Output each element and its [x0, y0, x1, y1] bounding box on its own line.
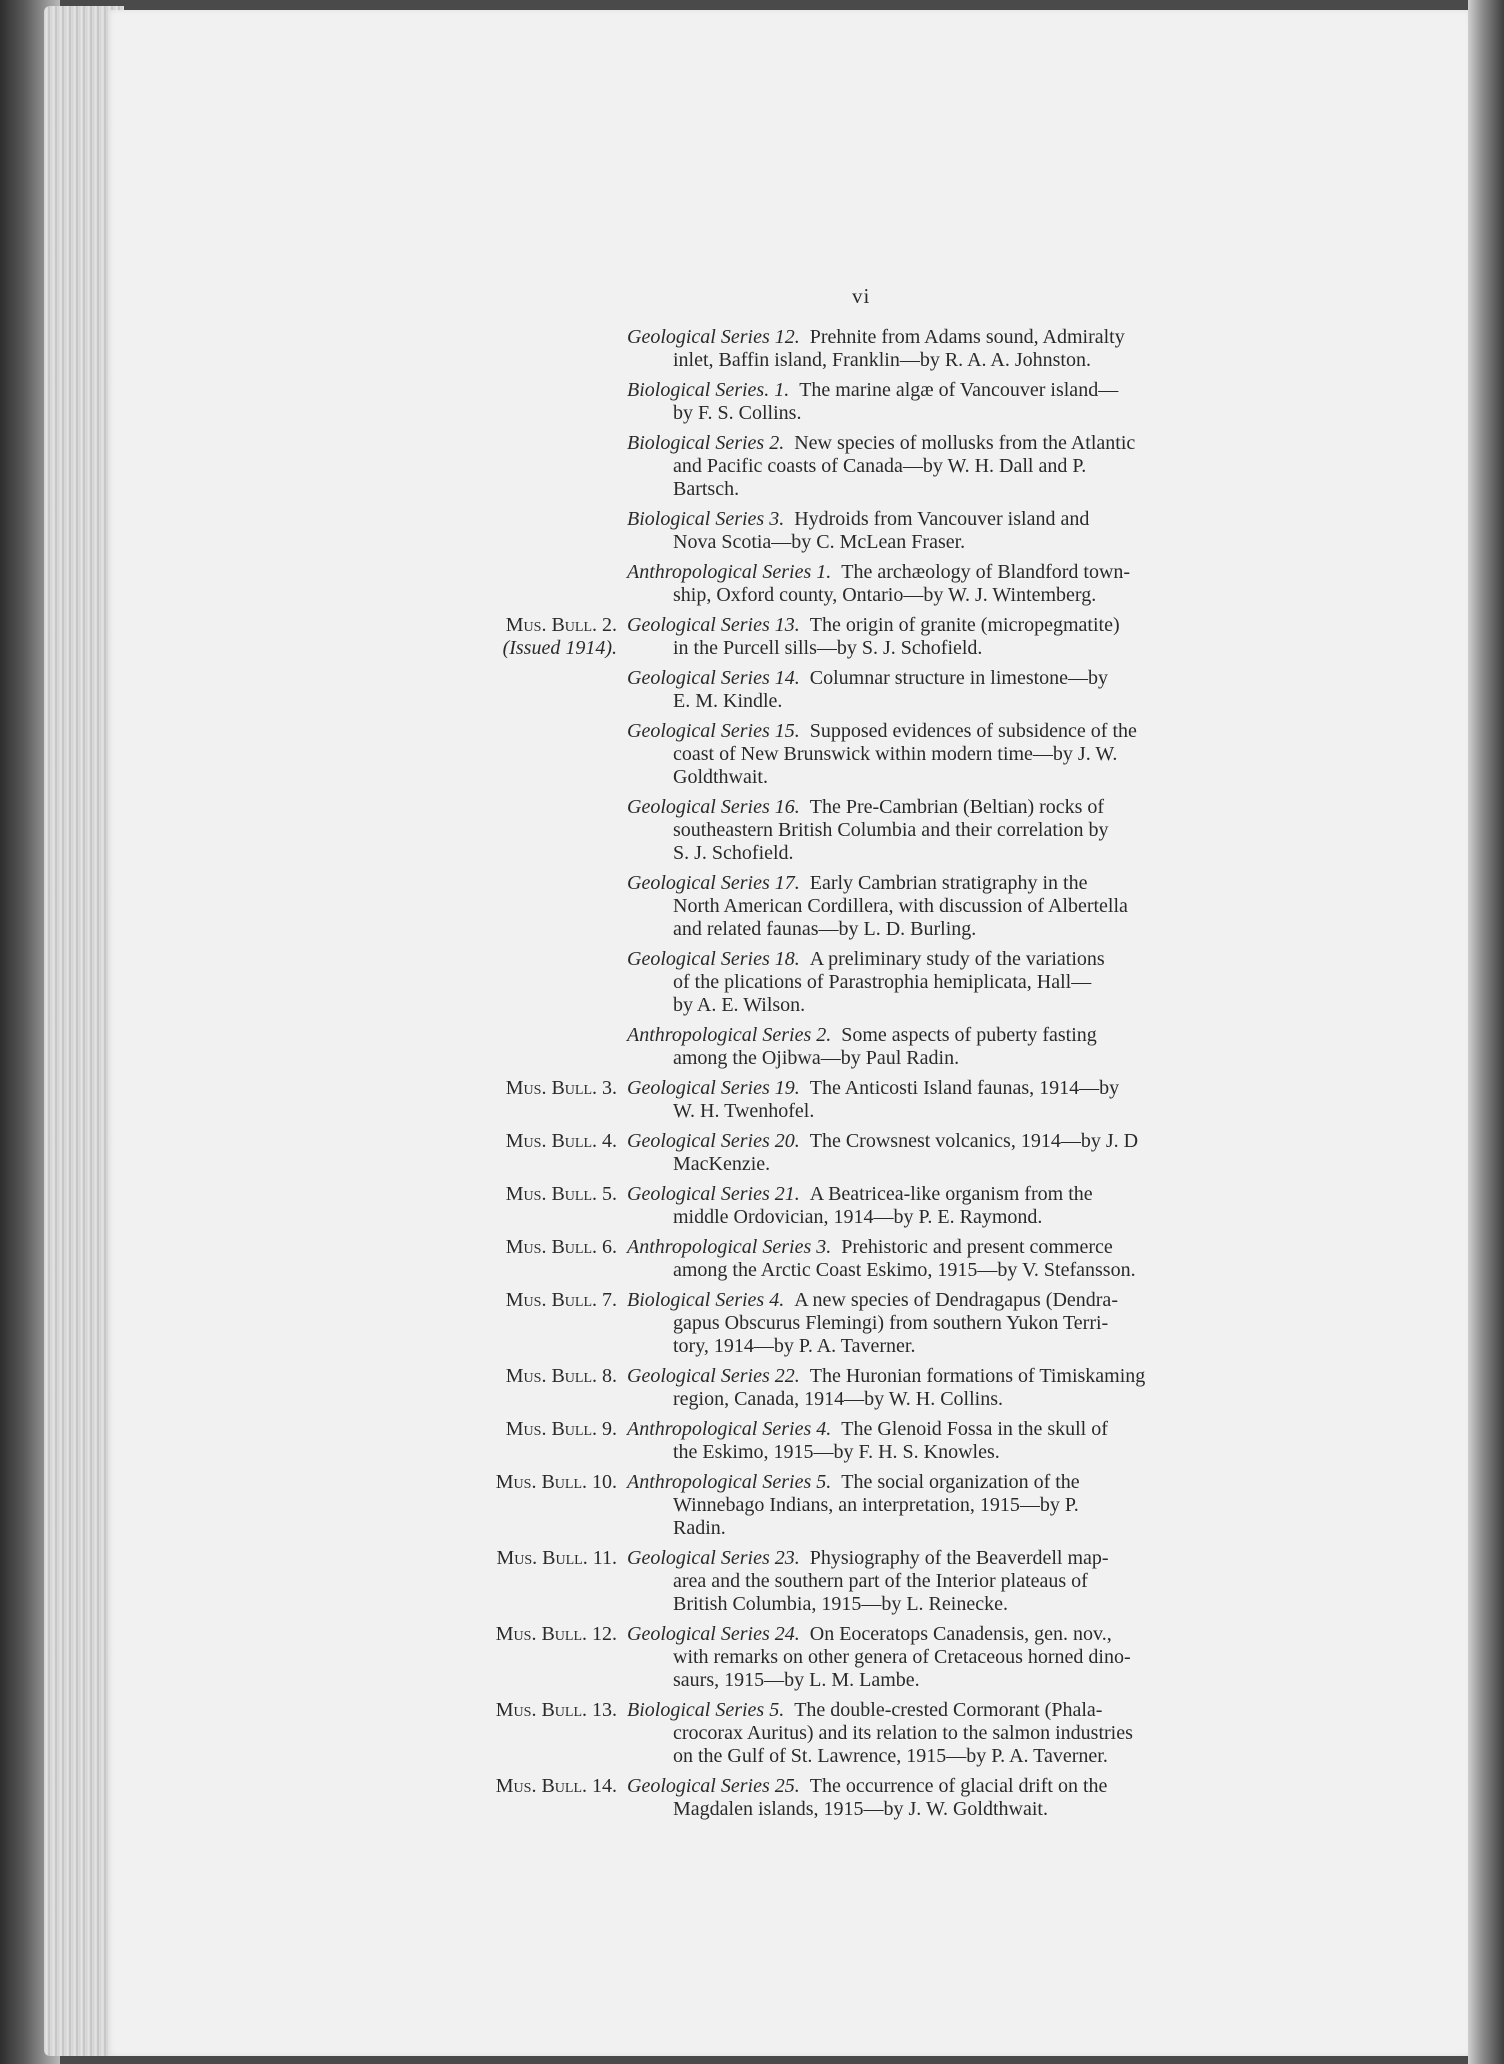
entry-continuation-line: among the Ojibwa—by Paul Radin.: [673, 1047, 960, 1069]
entry-continuation-line: middle Ordovician, 1914—by P. E. Raymond.: [673, 1206, 1043, 1228]
bulletin-entry: [627, 796, 1273, 865]
bulletin-entry: [627, 561, 1273, 607]
entry-first-line: [627, 796, 1273, 819]
entry-first-line: [627, 508, 1273, 531]
series-label: Geological Series 15.: [627, 720, 800, 742]
entry-title-start: A new species of Dendragapus (Dendra-: [794, 1289, 1118, 1311]
bulletin-entry: [505, 1365, 1273, 1411]
entry-continuation-line: southeastern British Columbia and their correlation by: [673, 819, 1109, 841]
entry-continuation-line: E. M. Kindle.: [673, 690, 783, 712]
series-label: Biological Series. 1.: [627, 379, 790, 401]
entry-title-start: Prehistoric and present commerce: [841, 1236, 1113, 1258]
museum-bulletin-number: Mus. Bull. 8.: [505, 1365, 617, 1387]
series-label: Geological Series 23.: [627, 1547, 800, 1569]
series-label: Biological Series 5.: [627, 1699, 785, 1721]
entry-title-start: The origin of granite (micropegmatite): [809, 614, 1120, 636]
entry-continuation-line: Radin.: [673, 1517, 726, 1539]
museum-bulletin-number: Mus. Bull. 4.: [505, 1130, 617, 1152]
entry-first-line: [627, 1471, 1273, 1494]
entry-title-start: A preliminary study of the variations: [809, 948, 1105, 970]
entry-continuation-line: W. H. Twenhofel.: [673, 1100, 815, 1122]
entry-first-line: [627, 1775, 1273, 1798]
series-label: Biological Series 3.: [627, 508, 785, 530]
bulletin-entry: [505, 1418, 1273, 1464]
entry-title-start: Columnar structure in limestone—by: [809, 667, 1109, 689]
museum-bulletin-number: Mus. Bull. 10.: [495, 1471, 617, 1493]
entry-title-start: On Eoceratops Canadensis, gen. nov.,: [809, 1623, 1112, 1645]
series-label: Geological Series 22.: [627, 1365, 800, 1387]
bulletin-entry: [505, 1236, 1273, 1282]
bulletin-entry: [505, 1183, 1273, 1229]
entry-continuation-line: MacKenzie.: [673, 1153, 771, 1175]
series-label: Geological Series 25.: [627, 1775, 800, 1797]
entry-title-start: The social organization of the: [841, 1471, 1080, 1493]
bulletin-entry: [627, 1024, 1273, 1070]
series-label: Geological Series 13.: [627, 614, 800, 636]
entry-title-start: The marine algæ of Vancouver island—: [799, 379, 1119, 401]
bulletin-entry: [495, 1471, 1273, 1540]
entry-continuation-line: coast of New Brunswick within modern time—by J. W.: [673, 743, 1118, 765]
entry-continuation-line: Winnebago Indians, an interpretation, 1915—by P.: [673, 1494, 1079, 1516]
series-label: Anthropological Series 4.: [627, 1418, 832, 1440]
entry-continuation-line: crocorax Auritus) and its relation to the salmon industries: [673, 1722, 1133, 1744]
entry-continuation-line: by F. S. Collins.: [673, 402, 802, 424]
entry-first-line: [627, 432, 1273, 455]
entry-continuation-line: Nova Scotia—by C. McLean Fraser.: [673, 531, 966, 553]
museum-bulletin-number: Mus. Bull. 3.: [505, 1077, 617, 1099]
entry-continuation-line: Bartsch.: [673, 478, 740, 500]
entry-first-line: [627, 1236, 1273, 1259]
series-label: Geological Series 16.: [627, 796, 800, 818]
bulletin-entry: [627, 432, 1273, 501]
entry-continuation-line: area and the southern part of the Interior plateaus of: [673, 1570, 1088, 1592]
entry-title-start: A Beatricea-like organism from the: [809, 1183, 1093, 1205]
bulletin-entry: [627, 667, 1273, 713]
entry-continuation-line: Goldthwait.: [673, 766, 768, 788]
bulletin-entry: [627, 720, 1273, 789]
bulletin-entry: [505, 1077, 1273, 1123]
entry-title-start: Prehnite from Adams sound, Admiralty: [809, 326, 1125, 348]
bulletin-entry: [495, 1775, 1273, 1821]
series-label: Geological Series 12.: [627, 326, 800, 348]
entry-continuation-line: North American Cordillera, with discussion of Albertella: [673, 895, 1128, 917]
bulletin-entry: [496, 1547, 1273, 1616]
series-label: Geological Series 19.: [627, 1077, 800, 1099]
entry-title-start: The archæology of Blandford town-: [841, 561, 1131, 583]
entry-first-line: [627, 1130, 1273, 1153]
series-label: Anthropological Series 2.: [627, 1024, 832, 1046]
entry-title-start: The Pre-Cambrian (Beltian) rocks of: [809, 796, 1105, 818]
entry-first-line: [627, 1365, 1273, 1388]
entry-first-line: [627, 1418, 1273, 1441]
entry-continuation-line: by A. E. Wilson.: [673, 994, 806, 1016]
entry-continuation-line: tory, 1914—by P. A. Taverner.: [673, 1335, 916, 1357]
series-label: Geological Series 17.: [627, 872, 800, 894]
entry-first-line: [627, 872, 1273, 895]
series-label: Geological Series 24.: [627, 1623, 800, 1645]
series-label: Anthropological Series 1.: [627, 561, 832, 583]
entry-title-start: Hydroids from Vancouver island and: [794, 508, 1090, 530]
entry-title-start: The double-crested Cormorant (Phala-: [794, 1699, 1103, 1721]
entry-continuation-line: region, Canada, 1914—by W. H. Collins.: [673, 1388, 1003, 1410]
entry-first-line: [627, 720, 1273, 743]
entry-first-line: [627, 948, 1273, 971]
entry-title-start: Physiography of the Beaverdell map-: [809, 1547, 1109, 1569]
entry-continuation-line: on the Gulf of St. Lawrence, 1915—by P. A. Taverner.: [673, 1745, 1108, 1767]
entry-first-line: [627, 326, 1273, 349]
entry-title-start: The Huronian formations of Timiskaming: [809, 1365, 1146, 1387]
museum-bulletin-number: Mus. Bull. 7.: [505, 1289, 617, 1311]
entry-continuation-line: and related faunas—by L. D. Burling.: [673, 918, 977, 940]
bulletin-entry: [505, 1289, 1273, 1358]
bulletin-entry: [505, 1130, 1273, 1176]
entry-continuation-line: saurs, 1915—by L. M. Lambe.: [673, 1669, 920, 1691]
series-label: Biological Series 4.: [627, 1289, 785, 1311]
museum-bulletin-number: Mus. Bull. 11.: [496, 1547, 617, 1569]
bulletin-entry: [627, 508, 1273, 554]
series-label: Biological Series 2.: [627, 432, 785, 454]
entry-first-line: [627, 561, 1273, 584]
entry-title-start: The Anticosti Island faunas, 1914—by: [809, 1077, 1120, 1099]
entry-continuation-line: the Eskimo, 1915—by F. H. S. Knowles.: [673, 1441, 1000, 1463]
entry-first-line: [627, 1699, 1273, 1722]
series-label: Geological Series 18.: [627, 948, 800, 970]
entry-continuation-line: S. J. Schofield.: [673, 842, 794, 864]
entry-first-line: [627, 1183, 1273, 1206]
entry-continuation-line: and Pacific coasts of Canada—by W. H. Dall and P.: [673, 455, 1087, 477]
museum-bulletin-number: Mus. Bull. 9.: [505, 1418, 617, 1440]
entry-first-line: [627, 1547, 1273, 1570]
museum-bulletin-number: Mus. Bull. 12.: [495, 1623, 617, 1645]
entry-first-line: [627, 1024, 1273, 1047]
bulletin-entry: [627, 326, 1273, 372]
museum-bulletin-number: Mus. Bull. 6.: [505, 1236, 617, 1258]
museum-bulletin-number: Mus. Bull. 5.: [505, 1183, 617, 1205]
entry-continuation-line: Magdalen islands, 1915—by J. W. Goldthwait.: [673, 1798, 1048, 1820]
series-label: Geological Series 14.: [627, 667, 800, 689]
series-label: Geological Series 20.: [627, 1130, 800, 1152]
museum-bulletin-number: Mus. Bull. 14.: [495, 1775, 617, 1797]
entry-title-start: New species of mollusks from the Atlantic: [794, 432, 1136, 454]
entry-first-line: [627, 1077, 1273, 1100]
entry-continuation-line: in the Purcell sills—by S. J. Schofield.: [673, 637, 983, 659]
bulletin-entry: [627, 379, 1273, 425]
entry-first-line: [627, 379, 1273, 402]
entry-continuation-line: of the plications of Parastrophia hemiplicata, Hall—: [673, 971, 1092, 993]
bulletin-entry: [495, 1699, 1273, 1768]
bulletin-listing: [0, 326, 1504, 1828]
entry-continuation-line: ship, Oxford county, Ontario—by W. J. Wintemberg.: [673, 584, 1097, 606]
entry-first-line: [627, 1623, 1273, 1646]
entry-first-line: [627, 667, 1273, 690]
bulletin-entry: [627, 948, 1273, 1017]
series-label: Anthropological Series 3.: [627, 1236, 832, 1258]
entry-title-start: Early Cambrian stratigraphy in the: [809, 872, 1088, 894]
issued-date-note: (Issued 1914).: [502, 637, 617, 659]
entry-title-start: Some aspects of puberty fasting: [841, 1024, 1097, 1046]
entry-title-start: The Glenoid Fossa in the skull of: [841, 1418, 1108, 1440]
entry-continuation-line: among the Arctic Coast Eskimo, 1915—by V. Stefansson.: [673, 1259, 1136, 1281]
entry-continuation-line: inlet, Baffin island, Franklin—by R. A. A. Johnston.: [673, 349, 1091, 371]
entry-continuation-line: with remarks on other genera of Cretaceous horned dino-: [673, 1646, 1131, 1668]
museum-bulletin-number: Mus. Bull. 13.: [495, 1699, 617, 1721]
entry-title-start: Supposed evidences of subsidence of the: [809, 720, 1137, 742]
series-label: Anthropological Series 5.: [627, 1471, 832, 1493]
entry-continuation-line: gapus Obscurus Flemingi) from southern Yukon Terri-: [673, 1312, 1109, 1334]
page-number: vi: [852, 284, 871, 308]
museum-bulletin-number: Mus. Bull. 2.: [505, 614, 617, 636]
entry-continuation-line: British Columbia, 1915—by L. Reinecke.: [673, 1593, 1008, 1615]
entry-first-line: [627, 1289, 1273, 1312]
bulletin-entry: [627, 872, 1273, 941]
bulletin-entry: [495, 1623, 1273, 1692]
series-label: Geological Series 21.: [627, 1183, 800, 1205]
entry-first-line: [627, 614, 1273, 637]
entry-title-start: The Crowsnest volcanics, 1914—by J. D: [809, 1130, 1139, 1152]
entry-title-start: The occurrence of glacial drift on the: [809, 1775, 1108, 1797]
bulletin-entry: [502, 614, 1273, 660]
